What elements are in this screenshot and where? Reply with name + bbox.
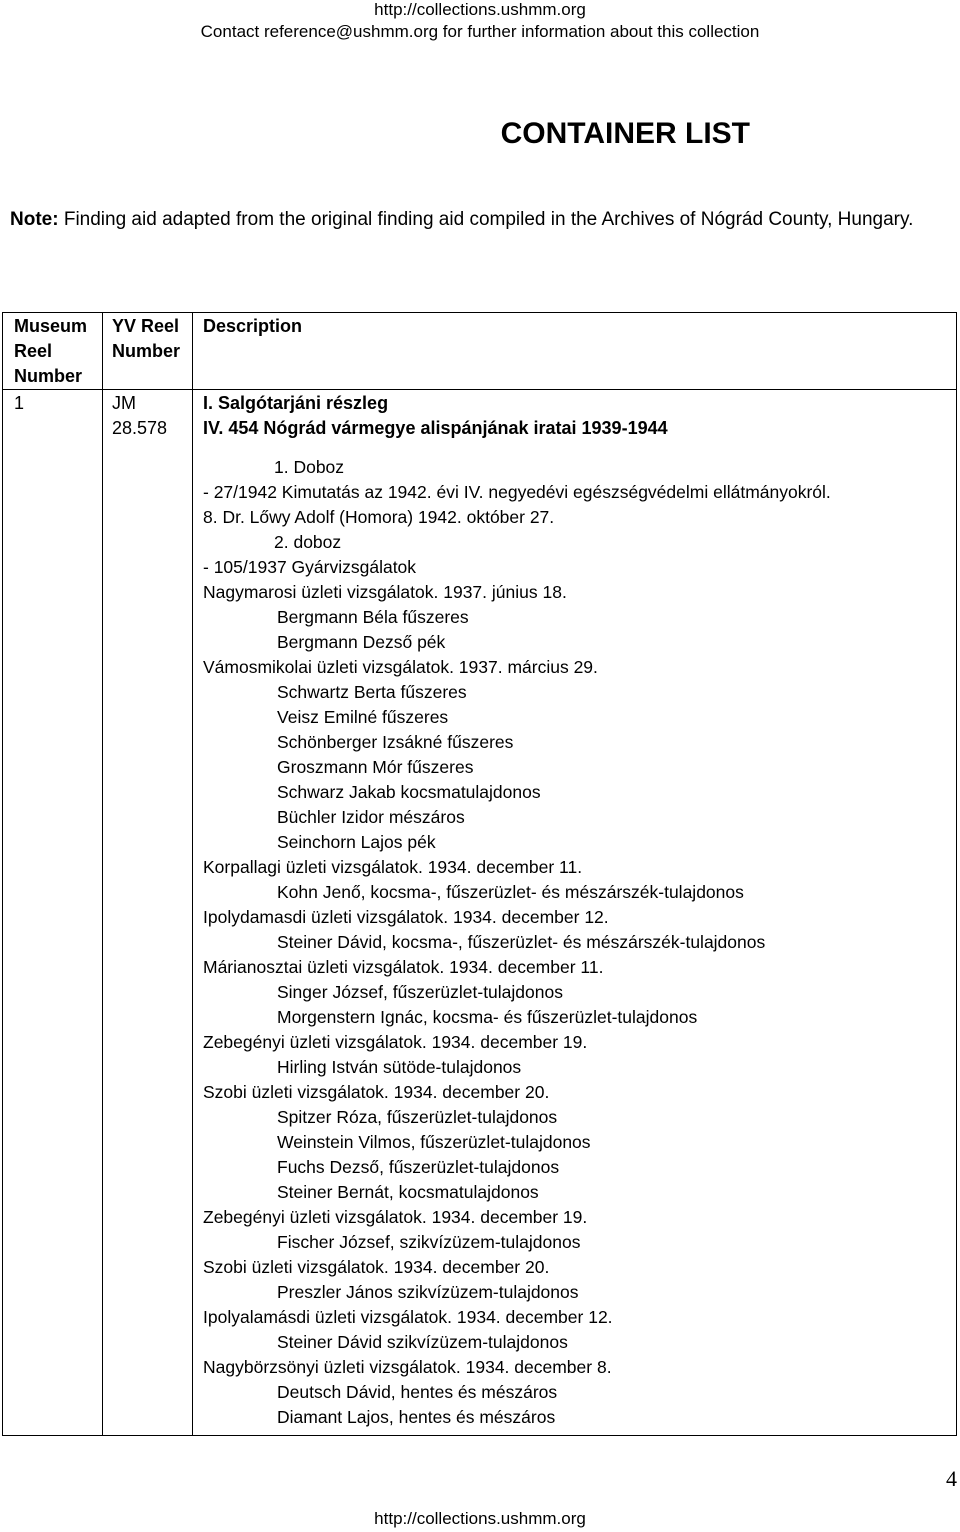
entry-subitem: Schönberger Izsákné fűszeres [277, 732, 514, 752]
entry-line: Nagybörzsönyi üzleti vizsgálatok. 1934. december 8. [203, 1357, 612, 1377]
fonds-title: IV. 454 Nógrád vármegye alispánjának iratai 1939-1944 [203, 418, 668, 438]
yv-reel-number: JM 28.578 [103, 390, 193, 1436]
entry-line: - 105/1937 Gyárvizsgálatok [203, 557, 417, 577]
note-label: Note: [10, 209, 59, 230]
entry-subitem: Steiner Dávid szikvízüzem-tulajdonos [277, 1332, 568, 1352]
entry-subitem: Deutsch Dávid, hentes és mészáros [277, 1382, 558, 1402]
header-url: http://collections.ushmm.org [374, 0, 586, 19]
entry-subitem: Morgenstern Ignác, kocsma- és fűszerüzlet-tulajdonos [277, 1007, 698, 1027]
entry-subitem: Fischer József, szikvízüzem-tulajdonos [277, 1232, 581, 1252]
entry-line: Ipolyalamásdi üzleti vizsgálatok. 1934. december 12. [203, 1307, 613, 1327]
entry-line: Nagymarosi üzleti vizsgálatok. 1937. június 18. [203, 582, 567, 602]
entry-subitem: Veisz Emilné fűszeres [277, 707, 449, 727]
series-title: I. Salgótarjáni részleg [203, 393, 389, 413]
entry-line: 8. Dr. Lőwy Adolf (Homora) 1942. október 27. [203, 507, 555, 527]
table-header-row [3, 313, 957, 390]
entry-subitem: Diamant Lajos, hentes és mészáros [277, 1407, 556, 1427]
entry-subitem: Preszler János szikvízüzem-tulajdonos [277, 1282, 579, 1302]
header-yv-reel: YV Reel Number [103, 313, 193, 390]
table-row [3, 390, 957, 1436]
box-heading: 1. Doboz [274, 457, 345, 477]
entry-subitem: Schwarz Jakab kocsmatulajdonos [277, 782, 541, 802]
page-title: CONTAINER LIST [500, 117, 750, 150]
entry-subitem: Fuchs Dezső, fűszerüzlet-tulajdonos [277, 1157, 560, 1177]
entry-line: Szobi üzleti vizsgálatok. 1934. december 20. [203, 1257, 550, 1277]
box-heading: 2. doboz [274, 532, 342, 552]
container-table [2, 312, 957, 1436]
museum-reel-number: 1 [3, 390, 103, 1436]
header-museum-reel: Museum Reel Number [3, 313, 103, 390]
entry-subitem: Büchler Izidor mészáros [277, 807, 465, 827]
entry-line: - 27/1942 Kimutatás az 1942. évi IV. negyedévi egészségvédelmi ellátmányokról. [203, 482, 831, 502]
entry-subitem: Bergmann Dezső pék [277, 632, 446, 652]
entry-subitem: Schwartz Berta fűszeres [277, 682, 467, 702]
entry-line: Szobi üzleti vizsgálatok. 1934. december 20. [203, 1082, 550, 1102]
entry-subitem: Steiner Dávid, kocsma-, fűszerüzlet- és mészárszék-tulajdonos [277, 932, 766, 952]
entry-line: Vámosmikolai üzleti vizsgálatok. 1937. március 29. [203, 657, 598, 677]
header-description: Description [193, 313, 957, 390]
entry-line: Zebegényi üzleti vizsgálatok. 1934. december 19. [203, 1032, 588, 1052]
entry-line: Korpallagi üzleti vizsgálatok. 1934. december 11. [203, 857, 583, 877]
entry-subitem: Weinstein Vilmos, fűszerüzlet-tulajdonos [277, 1132, 591, 1152]
entry-line: Márianosztai üzleti vizsgálatok. 1934. december 11. [203, 957, 604, 977]
entry-subitem: Seinchorn Lajos pék [277, 832, 436, 852]
entry-subitem: Kohn Jenő, kocsma-, fűszerüzlet- és mészárszék-tulajdonos [277, 882, 744, 902]
header-contact: Contact reference@ushmm.org for further information about this collection [200, 22, 760, 41]
entry-subitem: Spitzer Róza, fűszerüzlet-tulajdonos [277, 1107, 558, 1127]
page-number: 4 [946, 1466, 957, 1491]
footer-url: http://collections.ushmm.org [374, 1509, 586, 1528]
description-cell [193, 390, 957, 1436]
description-entries [203, 455, 956, 1430]
entry-subitem: Bergmann Béla fűszeres [277, 607, 469, 627]
entry-subitem: Hirling István sütöde-tulajdonos [277, 1057, 522, 1077]
entry-subitem: Groszmann Mór fűszeres [277, 757, 474, 777]
entry-subitem: Singer József, fűszerüzlet-tulajdonos [277, 982, 563, 1002]
entry-line: Ipolydamasdi üzleti vizsgálatok. 1934. december 12. [203, 907, 609, 927]
entry-subitem: Steiner Bernát, kocsmatulajdonos [277, 1182, 539, 1202]
note [10, 207, 940, 232]
note-text: Finding aid adapted from the original finding aid compiled in the Archives of Nógrád County, Hungary. [58, 209, 914, 230]
entry-line: Zebegényi üzleti vizsgálatok. 1934. december 19. [203, 1207, 588, 1227]
